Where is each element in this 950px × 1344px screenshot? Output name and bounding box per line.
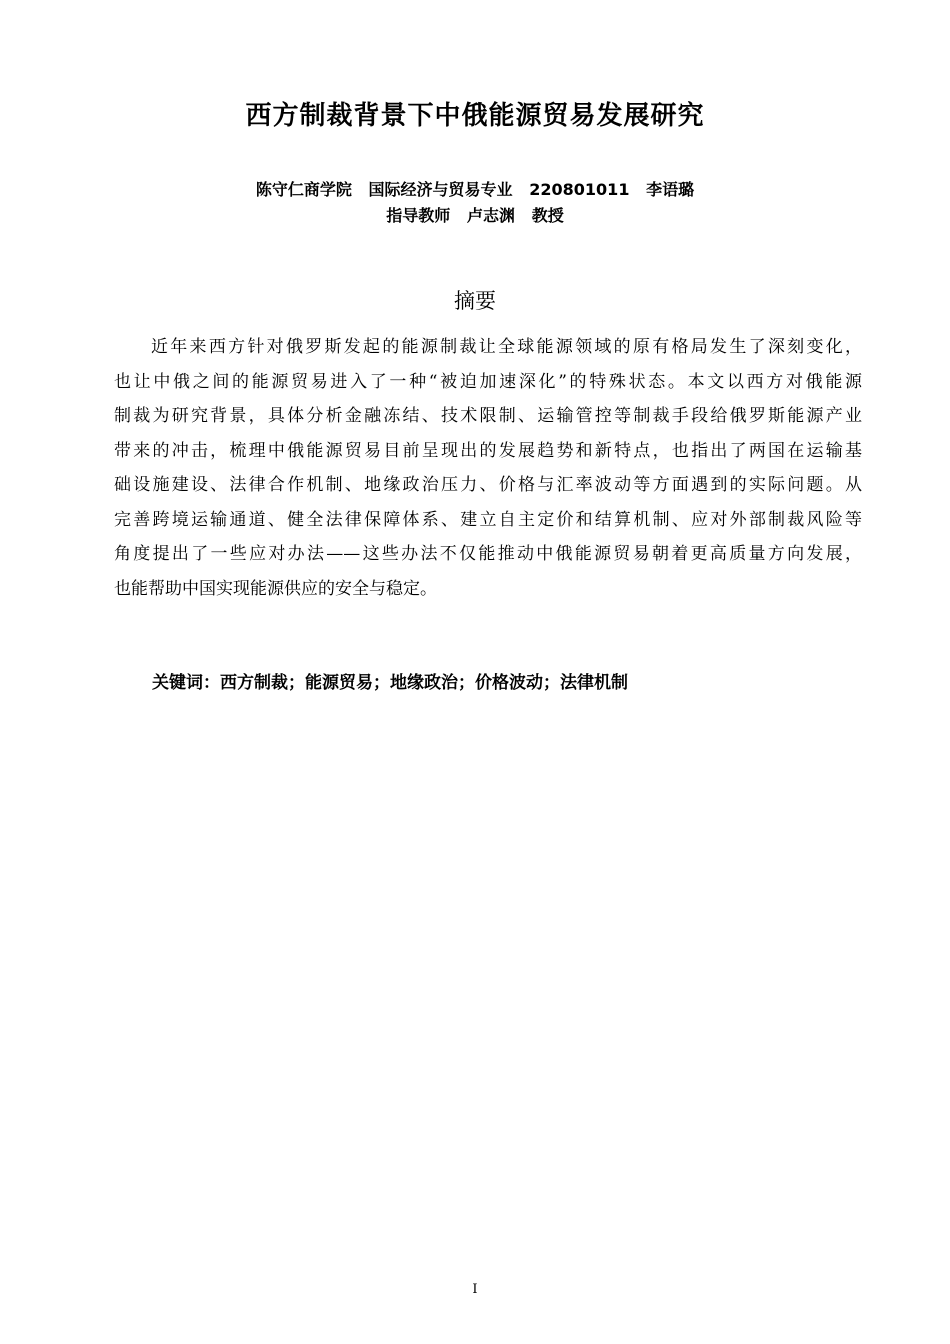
abstract-body bbox=[114, 330, 862, 606]
abstract-line: 础设施建设、法律合作机制、地缘政治压力、价格与汇率波动等方面遇到的实际问题。从 bbox=[114, 475, 862, 495]
advisor-info-line: 指导教师 卢志渊 教授 bbox=[386, 206, 564, 225]
abstract-line: 完善跨境运输通道、健全法律保障体系、建立自主定价和结算机制、应对外部制裁风险等 bbox=[114, 509, 862, 530]
keywords: 关键词：西方制裁；能源贸易；地缘政治；价格波动；法律机制 bbox=[152, 673, 628, 693]
page-number: I bbox=[472, 1282, 478, 1297]
author-info-line: 陈守仁商学院 国际经济与贸易专业 220801011 李语璐 bbox=[255, 180, 695, 199]
abstract-line: 近年来西方针对俄罗斯发起的能源制裁让全球能源领域的原有格局发生了深刻变化， bbox=[151, 337, 862, 357]
abstract-line: 也让中俄之间的能源贸易进入了一种“被迫加速深化”的特殊状态。本文以西方对俄能源 bbox=[114, 371, 862, 392]
abstract-line: 制裁为研究背景，具体分析金融冻结、技术限制、运输管控等制裁手段给俄罗斯能源产业 bbox=[114, 406, 862, 426]
abstract-heading: 摘要 bbox=[454, 289, 496, 313]
abstract-line: 也能帮助中国实现能源供应的安全与稳定。 bbox=[114, 578, 437, 599]
abstract-line: 带来的冲击，梳理中俄能源贸易目前呈现出的发展趋势和新特点，也指出了两国在运输基 bbox=[114, 440, 862, 461]
paper-title: 西方制裁背景下中俄能源贸易发展研究 bbox=[245, 101, 705, 131]
abstract-line: 角度提出了一些应对办法——这些办法不仅能推动中俄能源贸易朝着更高质量方向发展， bbox=[114, 544, 862, 564]
